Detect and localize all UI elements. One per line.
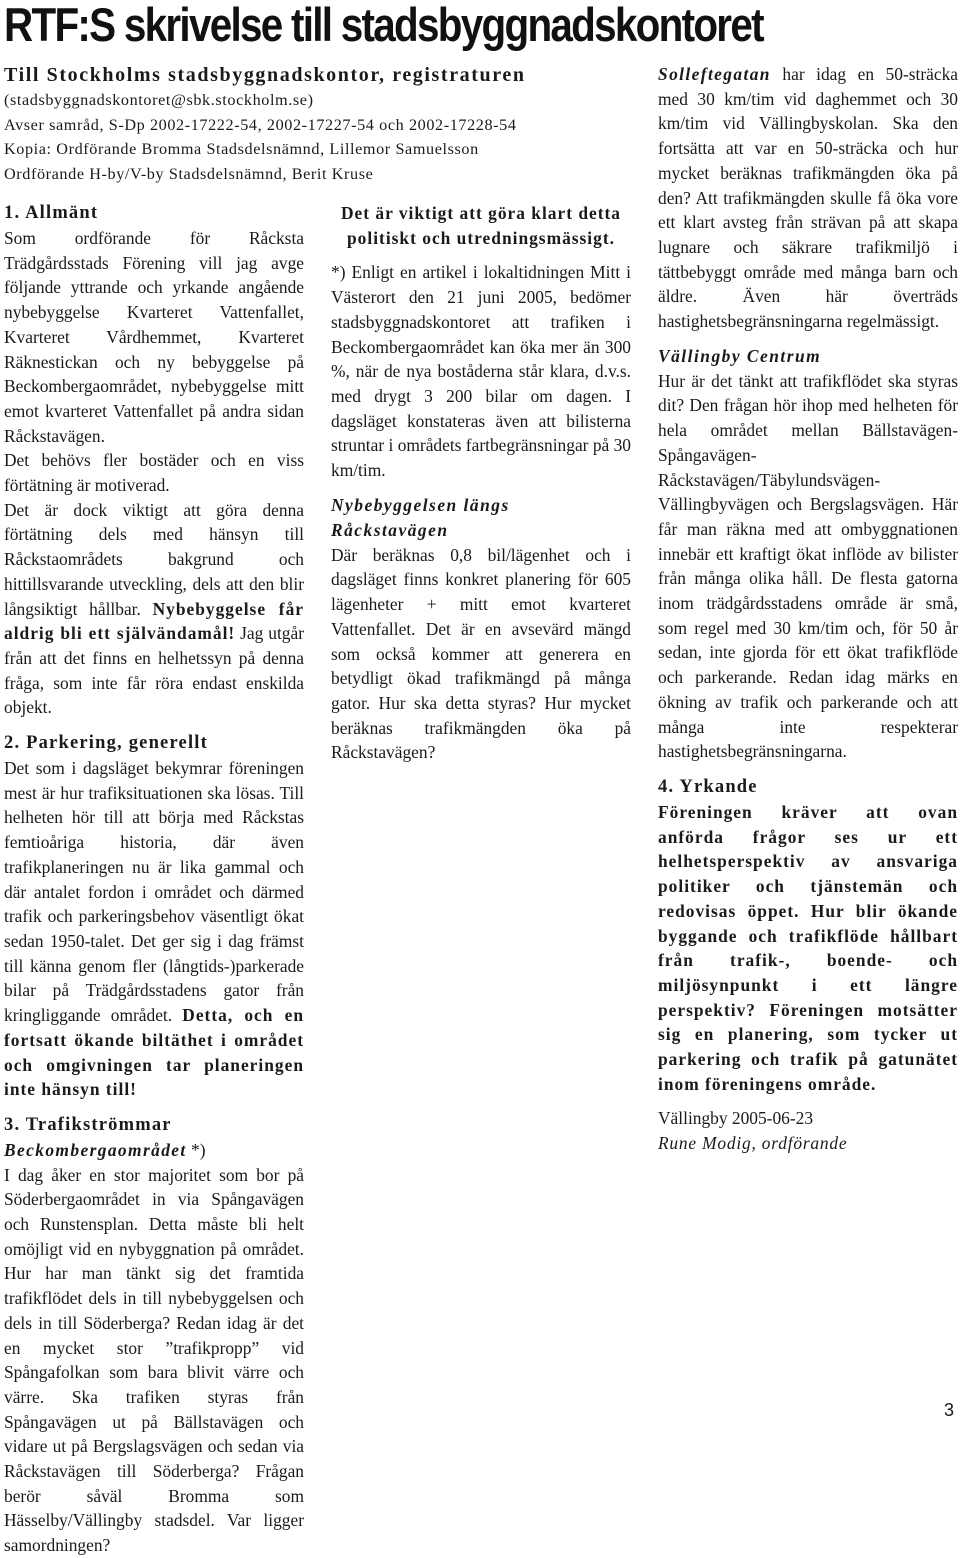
paragraph: Som ordförande för Råcksta Trädgårdsstads Förening vill jag avge följande yttrande och yrkande angående nybebyggelse Kvarteret Vattenfallet, Kvarteret Vårdhemmet, Kvarteret Räknestickan och ny bebyggelse på Beckombergaområdet, nybebyggelse mitt emot kvarteret Vattenfallet på andra sidan Råckstavägen. — [4, 228, 304, 446]
column-2 — [331, 201, 631, 765]
place-date: Vällingby 2005-06-23 — [658, 1108, 814, 1129]
paragraph: Det behövs fler bostäder och en viss förtätning är motiverad. — [4, 450, 304, 496]
section-heading-allmant: 1. Allmänt — [4, 203, 99, 223]
page-number: 3 — [943, 1400, 954, 1420]
subheading: Beckombergaområdet *) — [4, 1139, 206, 1160]
recipient-email: (stadsbyggnadskontoret@sbk.stockholm.se) — [4, 91, 314, 109]
signature: Rune Modig, ordförande — [658, 1133, 848, 1154]
subheading: Nybebyggelsen längs Råckstavägen — [331, 494, 510, 540]
subheading: Solleftegatan — [658, 64, 771, 84]
section-heading-trafikstrommar: 3. Trafikströmmar — [4, 1114, 172, 1135]
paragraph: Hur är det tänkt att trafikflödet ska styras dit? Den frågan hör ihop med helheten för hela området mellan Bällstavägen-Spångavägen-Råckstavägen/Täbylundsvägen-Vällingbyvägen och Bergslagsvägen. Här får man räkna med att ombyggnationen innebär ett kraftigt ökat inflöde av bilister från många olika håll. De flesta gatorna inom trädgårdsstadens område är små, som regel med 30 km/tim och, för 50 år sedan, inte gjorda för ett ökat trafikflöde och parkerande. Redan idag märks en ökning av trafik och parkerande och att många inte respekterar hastighetsbegränsningarna. — [658, 370, 958, 762]
column-1 — [4, 200, 304, 1558]
copy-line-1: Kopia: Ordförande Bromma Stadsdelsnämnd, Lillemor Samuelsson — [4, 140, 479, 158]
emphasis: Detta, och en fortsatt ökande biltäthet i området och omgivningen tar planeringen inte hänsyn till! — [4, 1005, 304, 1100]
section-heading-yrkande: 4. Yrkande — [658, 776, 758, 797]
section-heading-parkering: 2. Parkering, generellt — [4, 733, 208, 754]
copy-line-2: Ordförande H-by/V-by Stadsdelsnämnd, Berit Kruse — [4, 164, 374, 183]
column-3 — [658, 62, 958, 1156]
page-title: RTF:S skrivelse till stadsbyggnadskontoret — [4, 0, 763, 51]
emphasis: Det är viktigt att göra klart detta politiskt och utredningsmässigt. — [340, 203, 622, 248]
paragraph: Solleftegatan har idag en 50-sträcka med 30 km/tim vid daghemmet och 30 km/tim vid Vällingbyskolan. Ska den fortsätta att var en 50-sträcka och hur mycket beräknas trafikmängden öka på den? Att trafikmängden skulle få öka vore ett klart avsteg från strävan på att skapa lugnare och säkrare trafikmiljö i tättbebyggt område med många barn och äldre. Även här överträds hastighetsbegränsningarna regelmässigt. — [658, 64, 958, 332]
paragraph: I dag åker en stor majoritet som bor på Söderbergaområdet in via Spångavägen och Runstensplan. Detta måste bli helt omöjligt vid en nybyggnation på området. Hur har man tänkt sig det framtida trafikflödet dels in till nybebyggelsen och dels in till Söderberga? Redan idag är det en mycket stor ”trafikpropp” vid Spångafolkan som bara blivit värre och värre. Ska trafiken styras från Spångavägen ut på Bällstavägen och vidare ut på Bergslagsvägen och sedan via Råckstavägen till Söderberga? Frågan berör såväl Bromma som Hässelby/Vällingby stadsdel. Var ligger samordningen? — [4, 1164, 304, 1556]
subheading: Vällingby Centrum — [658, 345, 822, 366]
subject-line: Avser samråd, S-Dp 2002-17222-54, 2002-17227-54 och 2002-17228-54 — [4, 115, 517, 134]
paragraph: Det som i dagsläget bekymrar föreningen mest är hur trafiksituationen ska lösas. Till helheten hör till att börja med Råckstas femtioåriga historia, där även trafikplaneringen nu är lika gammal och där antalet fordon i området och därmed trafik och parkeringsbehov väsentligt ökat sedan 1950-talet. Det ger sig i dag främst till känna genom fler (långtids-)parkerade bilar på Trädgårdsstadens gator från kringliggande området. Detta, och en fortsatt ökande biltäthet i området och omgivningen tar planeringen inte hänsyn till! — [4, 758, 304, 1100]
demand-paragraph: Föreningen kräver att ovan anförda frågor ses ur ett helhetsperspektiv av ansvariga politiker och tjänstemän och redovisas öppet. Hur blir ökande byggande och trafikflöde hållbart från trafik-, boende- och miljösynpunkt i ett längre perspektiv? Föreningen motsätter sig en planering, som tycker ut parkering och trafik på gatunätet inom föreningens område. — [658, 801, 958, 1094]
recipient: Till Stockholms stadsbyggnadskontor, registraturen — [4, 64, 526, 86]
paragraph: Det är dock viktigt att göra denna förtätning dels med hänsyn till Råckstaområdets bakgrund och hittillsvarande utveckling, dels att den blir långsiktigt hållbar. Nybebyggelse får aldrig bli ett självändamål! Jag utgår från att det finns en helhetssyn på denna fråga, som inte får röra endast enskilda objekt. — [4, 499, 304, 718]
letter-header — [4, 62, 644, 186]
emphasis: Nybebyggelse får aldrig bli ett självändamål! — [4, 598, 304, 644]
footnote: *) Enligt en artikel i lokaltidningen Mitt i Västerort den 21 juni 2005, bedömer stadsbyggnadskontoret att trafiken i Beckombergaområdet kan öka mer än 300 %, när de nya boståderna står klara, d.v.s. med drygt 3 200 bilar om dagen. I dagsläget konstateras även att bilisterna struntar i områdets fartbegränsningar på 30 km/tim. — [331, 262, 631, 481]
paragraph: Där beräknas 0,8 bil/lägenhet och i dagsläget finns konkret planering för 605 lägenheter + mitt emot kvarteret Vattenfallet. Det är en avsevärd mängd som också kommer att generera en betydligt ökad trafikmängd på många gator. Hur ska detta styras? Hur mycket beräknas trafikmängden öka på Råckstavägen? — [331, 544, 631, 763]
